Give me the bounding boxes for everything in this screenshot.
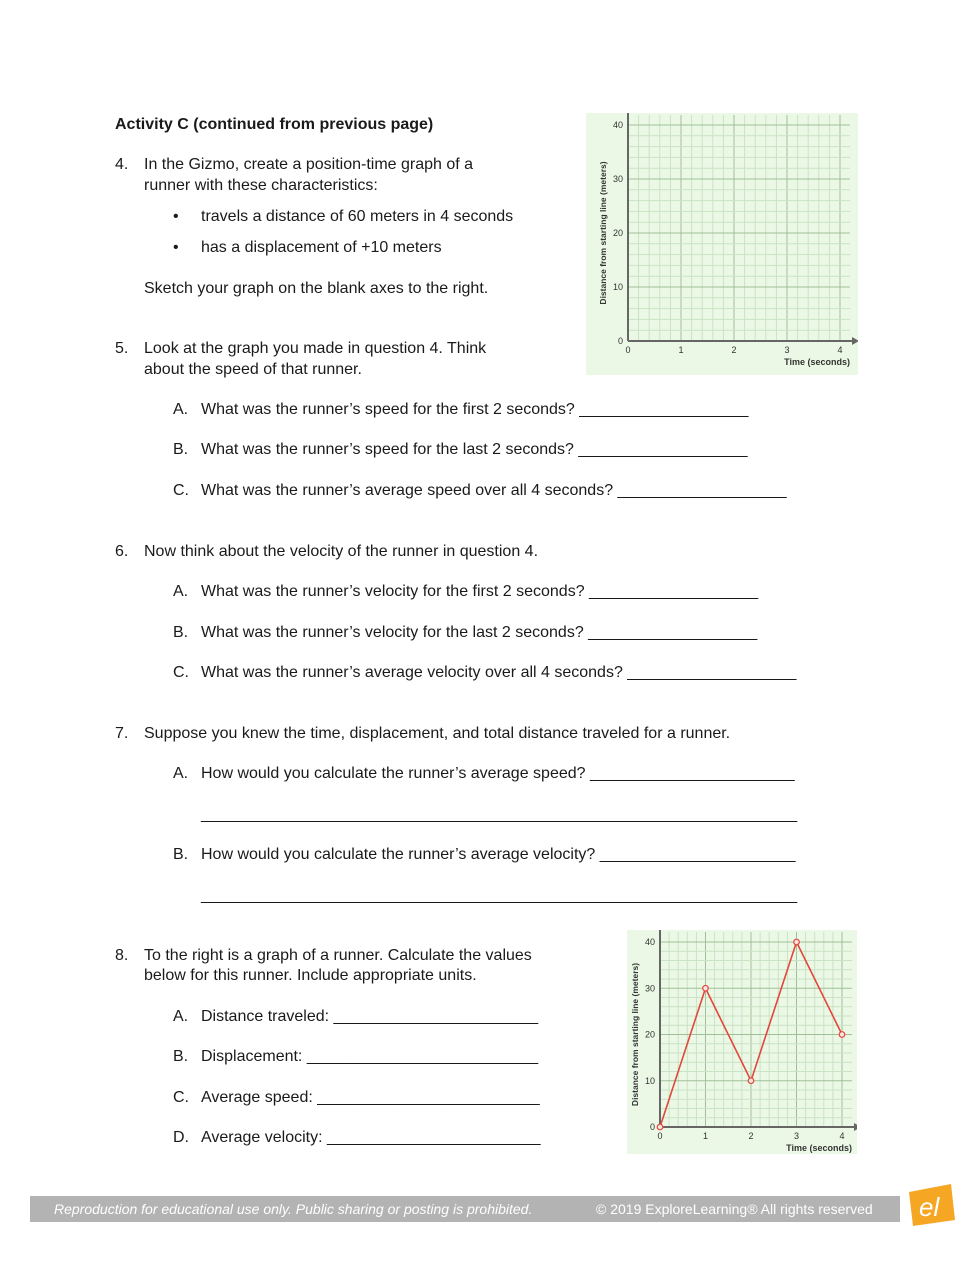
x-tick-label: 0 — [625, 345, 631, 355]
x-tick-label: 1 — [678, 345, 684, 355]
q5-number: 5. — [115, 340, 129, 357]
q8d-letter: D. — [173, 1129, 189, 1146]
y-tick-label: 20 — [612, 228, 623, 238]
q5c-letter: C. — [173, 482, 189, 499]
q8-number: 8. — [115, 947, 129, 964]
q5-text-line1: Look at the graph you made in question 4. Think — [144, 340, 487, 357]
footer-disclaimer: Reproduction for educational use only. Public sharing or posting is prohibited. — [54, 1201, 533, 1217]
y-tick-label: 20 — [644, 1029, 655, 1040]
q6b-letter: B. — [173, 624, 189, 641]
y-tick-label: 10 — [644, 1075, 655, 1086]
x-tick-label: 3 — [784, 345, 790, 355]
x-tick-label: 3 — [793, 1131, 800, 1141]
y-tick-label: 0 — [649, 1122, 655, 1132]
x-axis-label: Time (seconds) — [786, 1143, 852, 1153]
q8c-text[interactable]: Average speed: _________________________ — [201, 1089, 540, 1106]
q7b-text[interactable]: How would you calculate the runner’s average velocity? ______________________ — [201, 846, 796, 863]
q5-text-line2: about the speed of that runner. — [144, 361, 362, 378]
y-tick-label: 0 — [617, 336, 623, 346]
y-tick-label: 40 — [644, 937, 655, 947]
data-point — [794, 939, 800, 945]
q4-text-line2: runner with these characteristics: — [144, 177, 378, 194]
x-tick-label: 0 — [657, 1131, 663, 1141]
data-point — [839, 1032, 845, 1038]
q8a-text[interactable]: Distance traveled: _______________________ — [201, 1008, 539, 1025]
data-point — [657, 1124, 663, 1130]
x-axis-arrow-icon — [854, 1123, 857, 1131]
y-tick-label: 30 — [612, 174, 623, 184]
q7a-letter: A. — [173, 765, 189, 782]
q7a-text[interactable]: How would you calculate the runner’s average speed? _______________________ — [201, 765, 795, 782]
q5b-text[interactable]: What was the runner’s speed for the last 2 seconds? ___________________ — [201, 441, 748, 458]
q8d-text[interactable]: Average velocity: ________________________ — [201, 1129, 541, 1146]
x-axis-arrow-icon — [852, 337, 858, 345]
bullet-icon: • — [173, 239, 179, 256]
blank-graph[interactable] — [586, 113, 858, 375]
q6c-letter: C. — [173, 664, 189, 681]
q7-number: 7. — [115, 725, 129, 742]
y-tick-label: 10 — [612, 282, 623, 292]
runner-graph — [627, 930, 857, 1154]
x-axis-label: Time (seconds) — [784, 357, 850, 367]
q8-text-line1: To the right is a graph of a runner. Calculate the values — [144, 947, 532, 964]
y-axis-label: Distance from starting line (meters) — [630, 962, 640, 1107]
q4-sketch-note: Sketch your graph on the blank axes to the right. — [144, 280, 489, 297]
x-tick-label: 1 — [702, 1131, 709, 1141]
x-tick-label: 4 — [837, 345, 843, 355]
q6-number: 6. — [115, 543, 129, 560]
y-tick-label: 40 — [612, 120, 623, 130]
q6b-text[interactable]: What was the runner’s velocity for the last 2 seconds? ___________________ — [201, 624, 758, 641]
bullet-icon: • — [173, 208, 179, 225]
runner-graph-svg — [627, 930, 857, 1154]
q4-bullet-2: has a displacement of +10 meters — [201, 239, 442, 256]
q6-text: Now think about the velocity of the runner in question 4. — [144, 543, 539, 560]
explorelearning-logo — [903, 1180, 959, 1228]
q5c-text[interactable]: What was the runner’s average speed over all 4 seconds? ___________________ — [201, 482, 787, 499]
q8c-letter: C. — [173, 1089, 189, 1106]
q8b-text[interactable]: Displacement: __________________________ — [201, 1048, 539, 1065]
footer-copyright: © 2019 ExploreLearning® All rights reserved — [596, 1201, 873, 1217]
q4-bullet-1: travels a distance of 60 meters in 4 seconds — [201, 208, 514, 225]
y-tick-label: 30 — [644, 983, 655, 994]
activity-title: Activity C (continued from previous page) — [115, 116, 434, 133]
q8-text-line2: below for this runner. Include appropriate units. — [144, 967, 477, 984]
q8b-letter: B. — [173, 1048, 189, 1065]
x-tick-label: 4 — [839, 1131, 845, 1141]
data-point — [703, 985, 709, 991]
q5a-text[interactable]: What was the runner’s speed for the first 2 seconds? ___________________ — [201, 401, 749, 418]
q8a-letter: A. — [173, 1008, 189, 1025]
data-point — [748, 1078, 754, 1084]
q6c-text[interactable]: What was the runner’s average velocity over all 4 seconds? ___________________ — [201, 664, 797, 681]
q5a-letter: A. — [173, 401, 189, 418]
y-axis-label: Distance from starting line (meters) — [598, 161, 608, 305]
blank-graph-svg — [586, 113, 858, 375]
logo-text: el — [919, 1192, 940, 1222]
q4-text-line1: In the Gizmo, create a position-time graph of a — [144, 156, 474, 173]
x-tick-label: 2 — [731, 345, 737, 355]
q7-text: Suppose you knew the time, displacement, and total distance traveled for a runner. — [144, 725, 731, 742]
x-tick-label: 2 — [748, 1131, 754, 1141]
q5b-letter: B. — [173, 441, 189, 458]
q4-number: 4. — [115, 156, 129, 173]
q7a-answer-line[interactable]: ___________________________________________________________________ — [201, 806, 798, 823]
q6a-text[interactable]: What was the runner’s velocity for the first 2 seconds? ___________________ — [201, 583, 759, 600]
q6a-letter: A. — [173, 583, 189, 600]
q7b-letter: B. — [173, 846, 189, 863]
q7b-answer-line[interactable]: ___________________________________________________________________ — [201, 887, 798, 904]
